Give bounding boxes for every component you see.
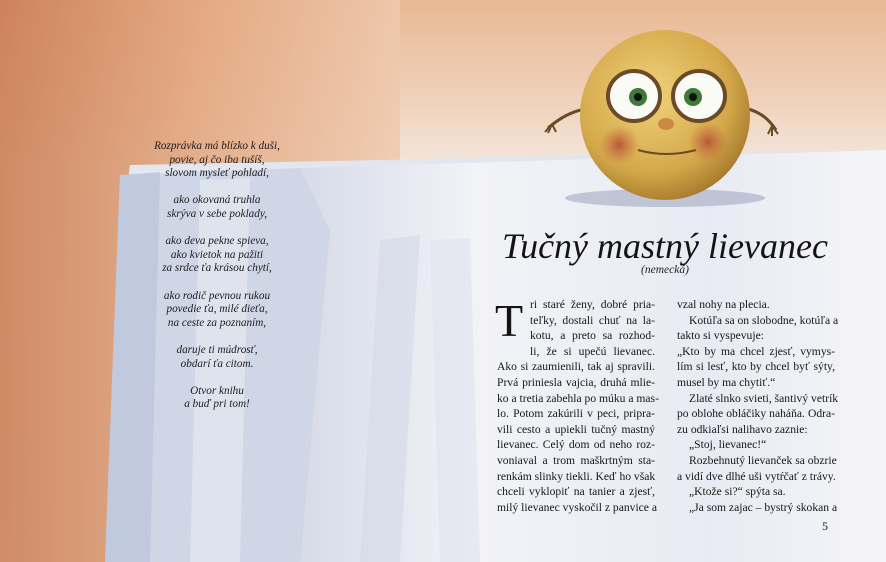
- poem: [132, 140, 302, 425]
- text-column-right: [677, 297, 839, 515]
- text-line: „Stoj, lievanec!“: [689, 438, 767, 452]
- text-line: voniaval a trom maškrtným sta-: [497, 453, 655, 467]
- text-line: „Kto by ma chcel zjesť, vymys-: [677, 344, 835, 358]
- text-column-left: [495, 295, 659, 515]
- poem-line: obdarí ťa citom.: [180, 357, 254, 370]
- drop-cap: T: [495, 295, 524, 346]
- poem-stanza: [132, 290, 302, 331]
- text-line: vzal nohy na plecia.: [677, 298, 770, 311]
- poem-stanza: [132, 344, 302, 371]
- text-line: musel by ma chytiť.“: [677, 375, 776, 389]
- text-line: „Ktože si?“ spýta sa.: [689, 485, 786, 499]
- poem-line: daruje ti múdrosť,: [176, 343, 258, 356]
- story-subtitle: (nemecká): [641, 264, 689, 276]
- poem-line: ako okovaná truhla: [173, 194, 261, 207]
- text-line: renkám slinky tiekli. Keď ho však: [497, 469, 656, 483]
- poem-line: skrýva v sebe poklady,: [166, 207, 268, 220]
- poem-stanza: [132, 385, 302, 412]
- poem-stanza: [132, 140, 302, 181]
- text-line: takto si vyspevuje:: [677, 329, 764, 343]
- text-line: Zlaté slnko svieti, šantivý vetrík: [689, 391, 839, 405]
- text-line: chceli vyklopiť na tanier a zjesť,: [497, 485, 655, 499]
- text-line: lo. Potom zakúrili v peci, pripra-: [497, 407, 655, 421]
- text-line: milý lievanec vyskočil z panvice a: [497, 500, 657, 514]
- poem-line: ako rodič pevnou rukou: [163, 289, 271, 302]
- text-line: „Ja som zajac – bystrý skokan a: [689, 500, 838, 514]
- text-line: ko a tretia zabehla po múku a mas-: [497, 391, 659, 405]
- text-line: teľky, dostali chuť na la-: [530, 313, 655, 327]
- poem-line: povedie ťa, milé dieťa,: [166, 303, 268, 316]
- poem-line: ako deva pekne spieva,: [165, 235, 269, 248]
- text-line: po oblohe obláčiky naháňa. Odra-: [677, 407, 835, 421]
- text-line: vili cesto a upiekli tučný mastný: [497, 422, 655, 436]
- poem-line: Rozprávka má blízko k duši,: [154, 140, 280, 152]
- poem-line: Otvor knihu: [190, 384, 244, 397]
- text-line: li, že si upečú lievanec.: [530, 344, 655, 358]
- poem-stanza: [132, 194, 302, 221]
- poem-line: za srdce ťa krásou chytí,: [162, 262, 272, 275]
- poem-line: povie, aj čo iba tušíš,: [169, 153, 265, 166]
- text-line: Prvá priniesla vajcia, druhá mlie-: [497, 375, 655, 389]
- text-line: lievanec. Celý dom od neho roz-: [497, 438, 655, 452]
- text-line: kotu, a preto sa rozhod-: [530, 329, 655, 343]
- text-line: ri staré ženy, dobré pria-: [530, 298, 655, 311]
- text-line: Ako si zaumienili, tak aj spravili.: [497, 360, 655, 374]
- poem-line: slovom mysleť pohladí,: [165, 167, 269, 180]
- text-line: a vidí dve dlhé uši vytŕčať z trávy.: [677, 469, 836, 483]
- text-line: Kotúľa sa on slobodne, kotúľa a: [689, 313, 839, 327]
- text-line: zu odkiaľsi nalihavo zaznie:: [677, 422, 808, 436]
- text-line: lím si lesť, kto by chcel byť sýty,: [677, 360, 835, 374]
- page-number: 5: [822, 519, 828, 533]
- story-title: Tučný mastný lievanec: [502, 226, 828, 266]
- poem-line: ako kvietok na pažiti: [170, 248, 264, 261]
- poem-line: na ceste za poznaním,: [167, 316, 267, 329]
- poem-line: a buď pri tom!: [184, 398, 250, 411]
- poem-stanza: [132, 235, 302, 276]
- text-line: Rozbehnutý lievanček sa obzrie: [689, 453, 837, 467]
